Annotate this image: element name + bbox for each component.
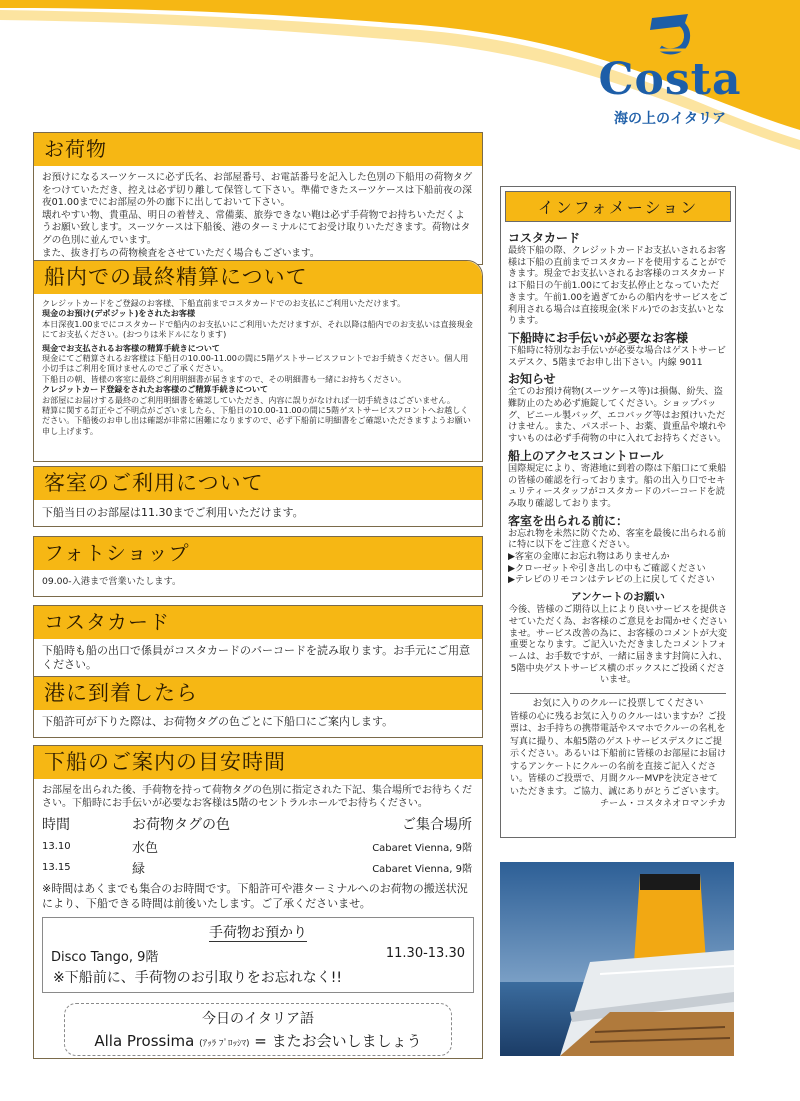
italian-phrase: Alla Prossima <box>94 1032 195 1050</box>
room-text: 下船当日のお部屋は11.30までご利用いただけます。 <box>42 506 304 519</box>
luggage-text-3: また、抜き打ちの荷物検査をさせていただく場合もございます。 <box>42 247 320 259</box>
settlement-text-1: クレジットカードをご登録のお客様、下船直前までコスタカードでのお支払にご利用いただけます。 <box>42 298 406 308</box>
disembark-note: ※時間はあくまでも集合のお時間です。下船許可や港ターミナルへのお荷物の搬送状況により、下船できる時間は前後いたします。ご了承くださいませ。 <box>42 882 468 910</box>
checklist-item: ▶テレビのリモコンはテレビの上に戻してください <box>508 575 715 586</box>
section-disembark <box>33 745 483 1059</box>
schedule-header-tag: お荷物タグの色 <box>132 817 230 833</box>
table-row <box>42 836 472 857</box>
section-title-settlement: 船内での最終精算について <box>34 261 482 294</box>
section-title-luggage: お荷物 <box>34 133 482 166</box>
brand-tagline: 海の上のイタリア <box>614 111 726 127</box>
section-title-costa-card: コスタカード <box>34 606 482 639</box>
section-title-arrival: 港に到着したら <box>34 677 482 710</box>
info-item-body: 国際規定により、寄港地に到着の際は下船口にて乗船の皆様の確認を行っております。船の出入り口でセキュリティースタッフがコスタカードのバーコードを読み取り確認しております。 <box>508 463 727 509</box>
schedule-tag-color: 水色 <box>132 841 159 856</box>
section-luggage <box>33 132 483 265</box>
schedule-time: 13.15 <box>42 862 71 873</box>
hand-luggage-place: Disco Tango, 9階 <box>51 950 159 965</box>
costa-card-text: 下船時も船の出口で係員がコスタカードのバーコードを読み取ります。お手元にご用意ください。 <box>42 644 471 671</box>
luggage-text-1: お預けになるスーツケースに必ず氏名、お部屋番号、お電話番号を記入した色別の下船用の荷物タグをつけていただき、控えは必ず切り離して保管して下さい。準備できたスーツケースは下船前夜の深夜01.00までにお部屋の外の廊下に出しておいて下さい。 <box>42 172 473 209</box>
schedule-place: Cabaret Vienna, 9階 <box>372 864 472 875</box>
costa-logo <box>590 12 750 127</box>
survey-body: 今後、皆様のご期待以上により良いサービスを提供させていただく為、お客様のご意見をお聞かせくださいませ。サービス改善の為に、お客様のコメントが大変重要となります。ご記入いただきましたコメントフォームは、お手数ですが、一緒に届きます封筒に入れ、5階中央ゲストサービス横のボックスにご投函くださいませ。 <box>508 605 728 686</box>
italian-meaning: = またお会いしましょう <box>254 1032 422 1050</box>
info-item-title: 下船時にお手伝いが必要なお客様 <box>508 330 689 345</box>
settlement-heading-cash: 現金でお支払されるお客様の精算手続きについて <box>42 342 220 353</box>
survey-title: アンケートのお願い <box>571 591 665 604</box>
section-settlement <box>33 260 483 462</box>
section-arrival <box>33 676 483 738</box>
hand-luggage-title: 手荷物お預かり <box>209 925 307 941</box>
favorite-crew-signature: チーム・コスタネオロマンチカ <box>600 799 726 810</box>
section-photoshop <box>33 536 483 597</box>
disembark-schedule-table <box>42 812 472 878</box>
section-room <box>33 466 483 527</box>
italian-title: 今日のイタリア語 <box>202 1011 314 1027</box>
favorite-crew-title: お気に入りのクルーに投票してください <box>532 698 704 710</box>
luggage-text-2: 壊れやすい物、貴重品、明日の着替え、常備薬、旅券できない鞄は必ず手荷物でお持ちいただくようお願い致します。スーツケースは下船後、港のターミナルにてお受け取りいただきます。荷物はタグの色別に並んでいます。 <box>42 209 471 246</box>
section-title-room: 客室のご利用について <box>34 467 482 500</box>
section-title-photoshop: フォトショップ <box>34 537 482 570</box>
info-item-body: 下船時に特別なお手伝いが必要な場合はゲストサービスデスク、5階までお申し出下さい。内線 9011 <box>508 345 726 368</box>
schedule-tag-color: 緑 <box>132 862 146 877</box>
schedule-place: Cabaret Vienna, 9階 <box>372 843 472 854</box>
info-item-body: 全てのお預け荷物(スーツケース等)は損傷、紛失、盗難防止のため必ず施錠してください。ショップバッグ、ビニール製バッグ、エコバッグ等はお預けいただけません。また、パスポート、お薬、貴重品や壊れやすいものは必ず手荷物の中に入れてお持ちください。 <box>508 387 727 445</box>
info-item-body: お忘れ物を未然に防ぐため、客室を最後に出られる前に特に以下をご注意ください。 <box>508 528 726 551</box>
section-title-disembark: 下船のご案内の目安時間 <box>34 746 482 779</box>
schedule-header-time: 時間 <box>42 817 70 833</box>
table-row <box>42 857 472 878</box>
disembark-intro: お部屋を出られた後、手荷物を持って荷物タグの色別に指定された下記、集合場所でお待ちください。下船時にお手伝いが必要なお客様は5階のセントラルホールでお待ちください。 <box>42 785 472 809</box>
settlement-text-2: 本日深夜1.00までにコスタカードで船内のお支払いにご利用いただけますが、それ以降は船内でのお支払いは直接現金にてお支払ください。(おつりは米ドルになります) <box>42 318 473 340</box>
settlement-heading-deposit: 現金のお預け(デポジット)をされたお客様 <box>42 308 196 319</box>
ship-deck-photo <box>500 862 734 1056</box>
settlement-text-3: 現金にてご精算されるお客様は下船日の10.00-11.00の間に5階ゲストサービスフロントでお手続きください。個人用小切手はご利用を頂けませんのでご了承ください。 <box>42 353 469 374</box>
info-item-title: コスタカード <box>508 231 581 245</box>
ship-funnel-logo-icon <box>630 12 710 56</box>
settlement-text-3b: 下船日の朝、皆様の客室に最終ご利用明細書が届きますので、その明細書も一緒にお持ちください。 <box>42 373 407 384</box>
favorite-crew-box <box>510 693 726 811</box>
schedule-time: 13.10 <box>42 841 71 852</box>
italian-phrase-box <box>64 1003 452 1056</box>
settlement-text-4: お部屋にお届けする最終のご利用明細書を確認していただき、内容に誤りがなければ一切手続きはございません。 <box>42 394 455 405</box>
info-item-title: 客室を出られる前に： <box>508 513 629 528</box>
hand-luggage-time: 11.30-13.30 <box>385 946 465 961</box>
arrival-text: 下船許可が下りた際は、お荷物タグの色ごとに下船口にご案内します。 <box>42 715 394 728</box>
italian-reading: (ｱｯﾗ ﾌﾟﾛｯｼﾏ) <box>199 1039 250 1049</box>
section-costa-card <box>33 605 483 678</box>
schedule-header-place: ご集合場所 <box>402 817 472 833</box>
information-title: インフォメーション <box>505 191 731 222</box>
info-item-title: お知らせ <box>508 372 556 387</box>
checklist-item: ▶クローゼットや引き出しの中もご確認ください <box>508 563 706 574</box>
settlement-heading-credit: クレジットカード登録をされたお客様のご精算手続きについて <box>42 384 269 395</box>
settlement-text-5: 精算に関する訂正やご不明点がございましたら、下船日の10.00-11.00の間に5階ゲストサービスフロントへお越しください。下船後のお申し出は確認が非常に困難になりますので、必ず下船前に明細書をご確認いただきますようお願い申し上げます。 <box>42 405 471 436</box>
brand-wordmark: Costa <box>598 54 742 105</box>
hand-luggage-box <box>42 917 474 993</box>
photoshop-text: 09.00-入港まで営業いたします。 <box>42 576 182 587</box>
information-panel <box>500 186 736 838</box>
favorite-crew-body: 皆様の心に残るお気に入りのクルーはいますか？ご投票は、お手持ちの携帯電話やスマホでクルーの名札を写真に撮り、本船5階のゲストサービスデスクにご提示ください。あるいは下船前に皆様のお部屋にお届けするアンケートにクルーの名前を直接ご記入ください。皆様のご投票で、月間クルーMVPを決定させていただきます。ご協力、誠にありがとうございます。 <box>510 711 727 797</box>
info-item-title: 船上のアクセスコントロール <box>508 448 664 463</box>
hand-luggage-note: ※下船前に、手荷物のお引取りをお忘れなく!! <box>53 970 342 986</box>
info-item-body: 最終下船の際、クレジットカードお支払いされるお客様は下船の直前までコスタカードを使用することができます。現金でお支払いされるお客様のコスタカードは下船日の午前1.00にてお支払停止となっていただきます。午前1.00を過ぎてからの船内をサービスをご利用される場合は直接現金(米ドル)でのお支払いとなります。 <box>508 246 728 327</box>
checklist-item: ▶客室の金庫にお忘れ物はありませんか <box>508 552 670 563</box>
